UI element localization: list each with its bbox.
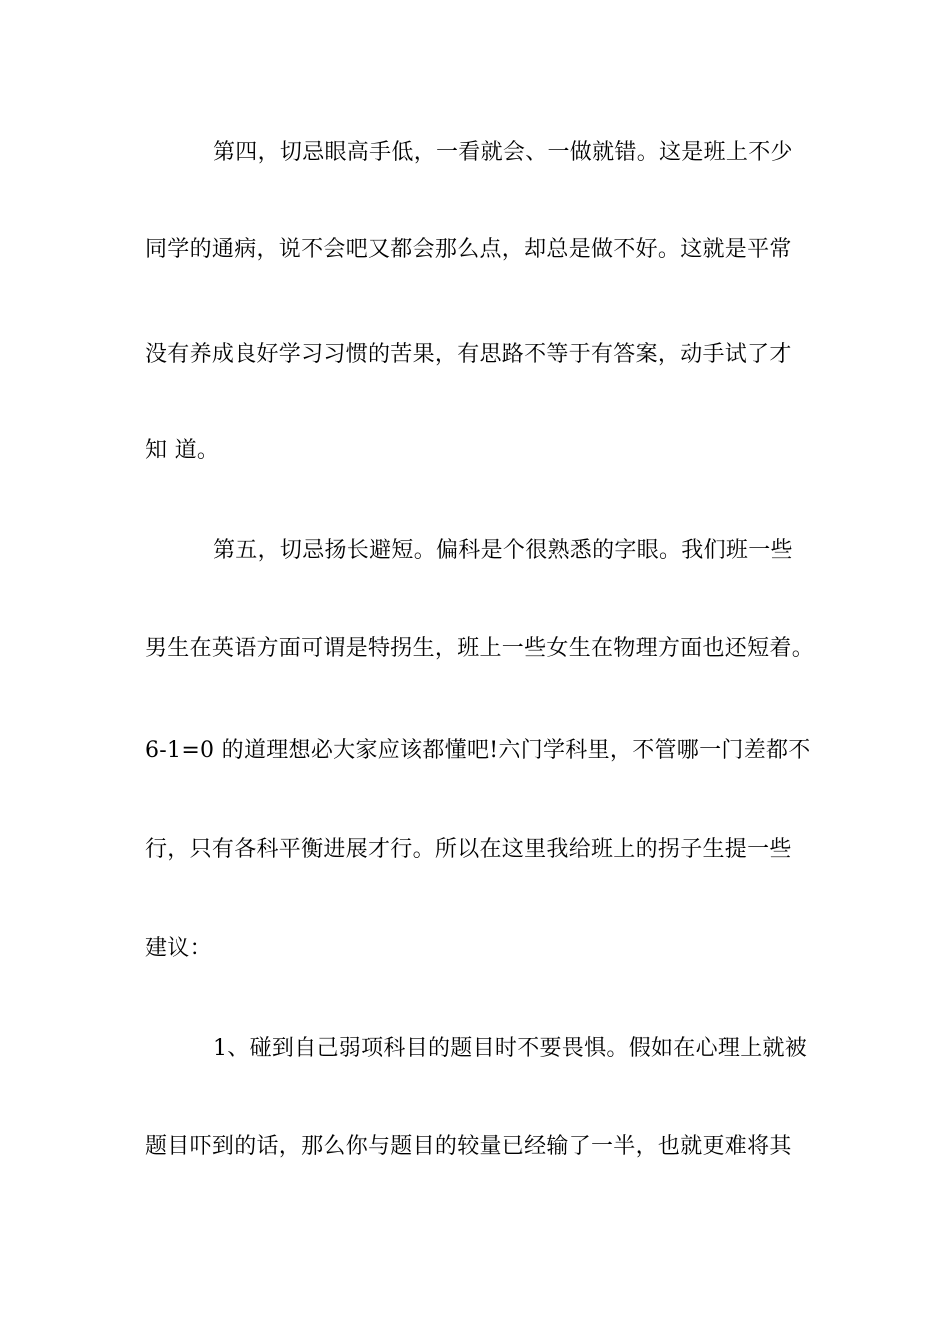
text-line: 6-1=0 的道理想必大家应该都懂吧!六门学科里，不管哪一门差都不 [145,738,811,763]
text-line: 没有养成良好学习习惯的苦果，有思路不等于有答案，动手试了才 [145,342,792,367]
text-line: 同学的通病，说不会吧又都会那么点，却总是做不好。这就是平常 [145,237,792,262]
text-line: 第五，切忌扬长避短。偏科是个很熟悉的字眼。我们班一些 [213,538,793,563]
text-line: 题目吓到的话，那么你与题目的较量已经输了一半，也就更难将其 [145,1134,792,1159]
text-line: 行，只有各科平衡进展才行。所以在这里我给班上的拐子生提一些 [145,837,792,862]
text-line: 知 道。 [145,438,220,463]
text-line: 男生在英语方面可谓是特拐生，班上一些女生在物理方面也还短着。 [145,636,815,661]
text-line: 第四，切忌眼高手低，一看就会、一做就错。这是班上不少 [213,140,793,165]
text-line: 建议： [145,936,212,961]
text-line: 1、碰到自己弱项科目的题目时不要畏惧。假如在心理上就被 [213,1036,808,1061]
